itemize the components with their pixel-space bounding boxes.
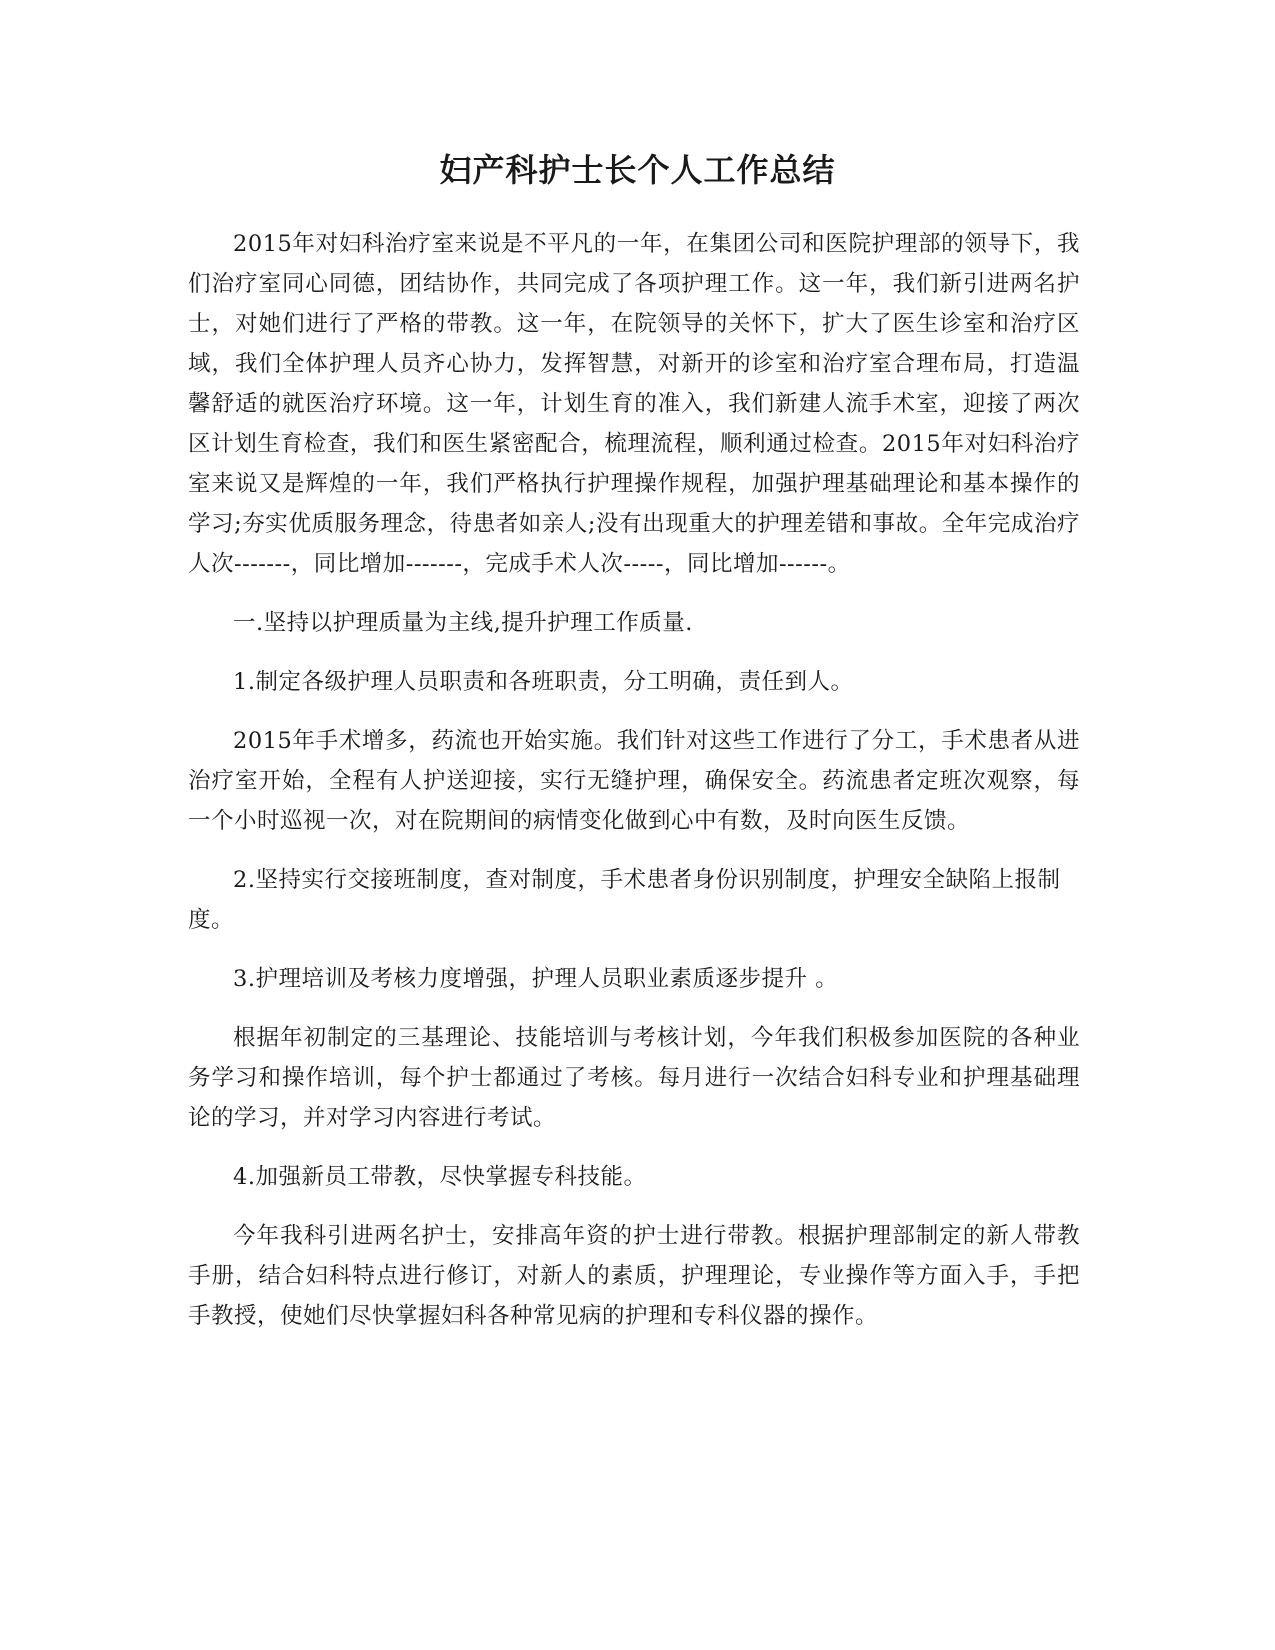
paragraph-new-staff: 今年我科引进两名护士，安排高年资的护士进行带教。根据护理部制定的新人带教手册，结合妇科特点进行修订，对新人的素质，护理理论，专业操作等方面入手，手把手教授，使她们尽快掌握妇科各种常见病的护理和专科仪器的操作。 [188,1223,1080,1329]
section-heading-1: 一.坚持以护理质量为主线,提升护理工作质量. [233,610,693,636]
document-body [188,224,1080,1355]
paragraph-training: 根据年初制定的三基理论、技能培训与考核计划，今年我们积极参加医院的各种业务学习和操作培训，每个护士都通过了考核。每月进行一次结合妇科专业和护理基础理论的学习，并对学习内容进行考试。 [188,1025,1080,1131]
subheading-3: 3.护理培训及考核力度增强，护理人员职业素质逐步提升 。 [233,966,839,992]
paragraph-surgery: 2015年手术增多，药流也开始实施。我们针对这些工作进行了分工，手术患者从进治疗室开始，全程有人护送迎接，实行无缝护理，确保安全。药流患者定班次观察，每一个小时巡视一次，对在院期间的病情变化做到心中有数，及时向医生反馈。 [188,728,1080,834]
subheading-2: 2.坚持实行交接班制度，查对制度，手术患者身份识别制度，护理安全缺陷上报制度。 [188,867,1061,933]
document-title: 妇产科护士长个人工作总结 [439,151,836,189]
subheading-4: 4.加强新员工带教，尽快掌握专科技能。 [233,1164,647,1190]
subheading-1: 1.制定各级护理人员职责和各班职责，分工明确，责任到人。 [233,669,854,695]
paragraph-intro: 2015年对妇科治疗室来说是不平凡的一年，在集团公司和医院护理部的领导下，我们治疗室同心同德，团结协作，共同完成了各项护理工作。这一年，我们新引进两名护士，对她们进行了严格的带教。这一年，在院领导的关怀下，扩大了医生诊室和治疗区域，我们全体护理人员齐心协力，发挥智慧，对新开的诊室和治疗室合理布局，打造温馨舒适的就医治疗环境。这一年，计划生育的准入，我们新建人流手术室，迎接了两次区计划生育检查，我们和医生紧密配合，梳理流程，顺利通过检查。2015年对妇科治疗室来说又是辉煌的一年，我们严格执行护理操作规程，加强护理基础理论和基本操作的学习;夯实优质服务理念，待患者如亲人;没有出现重大的护理差错和事故。全年完成治疗人次-------，同比增加-------，完成手术人次-----，同比增加------。 [188,231,1080,577]
